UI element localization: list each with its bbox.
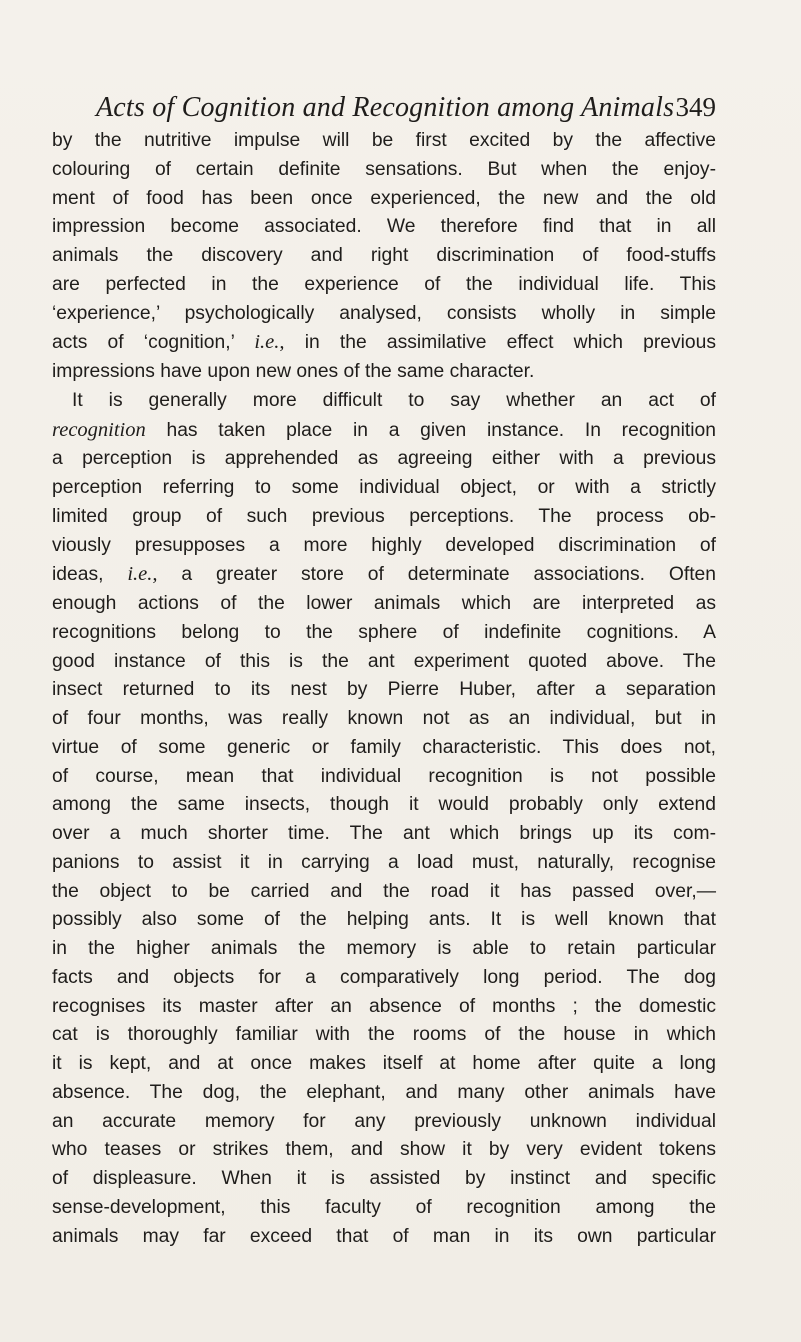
text-line: the object to be carried and the road it has passed over,— (52, 880, 716, 902)
running-title: Acts of Cognition and Recognition among Animals (96, 92, 675, 123)
text-line: It is generally more difficult to say whether an act of (72, 389, 716, 411)
text-line: of displeasure. When it is assisted by instinct and specific (52, 1168, 716, 1189)
text-line: colouring of certain definite sensations. But when the enjoy- (52, 158, 716, 180)
text-line: recognises its master after an absence of months ; the domestic (52, 995, 716, 1017)
text-line: in the higher animals the memory is able to retain particular (52, 938, 716, 959)
running-head (96, 92, 716, 124)
text-line: among the same insects, though it would probably only extend (52, 794, 716, 816)
text-line: virtue of some generic or family characteristic. This does not, (52, 736, 716, 758)
text-line: an accurate memory for any previously unknown individual (52, 1110, 716, 1132)
text-line: of course, mean that individual recognition is not possible (52, 765, 716, 787)
line-segment: in the assimilative effect which previous (284, 332, 716, 354)
text-line: facts and objects for a comparatively long period. The dog (52, 966, 716, 988)
text-line: animals may far exceed that of man in its own particular (52, 1225, 716, 1247)
text-line: recognitions belong to the sphere of indefinite cognitions. A (52, 621, 716, 643)
text-line: absence. The dog, the elephant, and many other animals have (52, 1081, 716, 1103)
text-line: who teases or strikes them, and show it by very evident tokens (52, 1139, 716, 1161)
text-line (52, 328, 716, 358)
text-line (52, 416, 716, 446)
line-segment: ideas, (52, 564, 128, 586)
text-line: viously presupposes a more highly developed discrimination of (52, 534, 716, 556)
text-line: panions to assist it in carrying a load must, naturally, recognise (52, 851, 716, 873)
text-line: it is kept, and at once makes itself at home after quite a long (52, 1053, 716, 1074)
italic-term: i.e., (254, 331, 285, 354)
text-line (52, 560, 716, 590)
body-text (52, 127, 716, 1251)
text-line: ‘experience,’ psychologically analysed, consists wholly in simple (52, 302, 716, 324)
line-segment: has taken place in a given instance. In recognition (145, 419, 716, 441)
text-line: insect returned to its nest by Pierre Huber, after a separation (52, 679, 716, 701)
text-line: perception referring to some individual object, or with a strictly (52, 477, 716, 498)
text-line: limited group of such previous perceptions. The process ob- (52, 505, 716, 527)
text-line: good instance of this is the ant experiment quoted above. The (52, 650, 716, 672)
italic-term: recognition (52, 418, 146, 441)
line-segment: a greater store of determinate associations. Often (157, 564, 717, 586)
text-line: ment of food has been once experienced, the new and the old (52, 187, 716, 209)
text-line: animals the discovery and right discrimination of food-stuffs (52, 245, 716, 266)
text-line: by the nutritive impulse will be first excited by the affective (52, 130, 716, 151)
text-line: a perception is apprehended as agreeing either with a previous (52, 448, 716, 470)
text-line: possibly also some of the helping ants. It is well known that (52, 909, 716, 931)
text-line: enough actions of the lower animals which are interpreted as (52, 593, 716, 614)
text-line: over a much shorter time. The ant which brings up its com- (52, 823, 716, 844)
text-line: impression become associated. We therefore find that in all (52, 216, 716, 238)
text-line: cat is thoroughly familiar with the rooms of the house in which (52, 1024, 716, 1046)
line-segment: acts of ‘cognition,’ (52, 332, 255, 354)
text-line: impressions have upon new ones of the same character. (52, 361, 535, 382)
text-line: of four months, was really known not as an individual, but in (52, 708, 716, 729)
page-number: 349 (675, 92, 716, 122)
text-line: are perfected in the experience of the individual life. This (52, 273, 716, 295)
italic-term: i.e., (127, 563, 158, 586)
text-line: sense-development, this faculty of recognition among the (52, 1196, 716, 1218)
